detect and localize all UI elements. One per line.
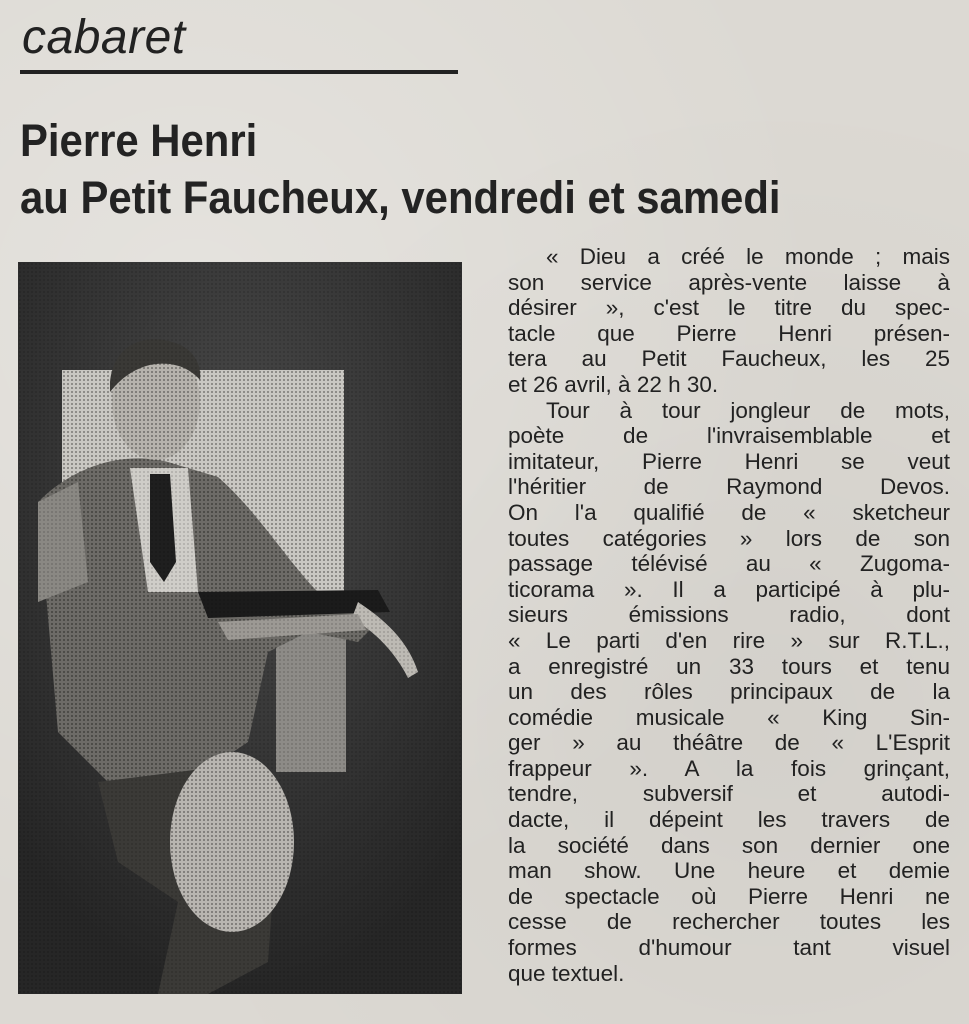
article-line: toutes catégories » lors de son — [508, 525, 950, 551]
article-line: l'héritier de Raymond Devos. — [508, 474, 950, 500]
section-rule — [20, 70, 458, 74]
article-line: comédie musicale « King Sin- — [508, 704, 950, 730]
article-line: Tour à tour jongleur de mots, — [546, 397, 950, 423]
article-line: frappeur ». A la fois grinçant, — [508, 755, 950, 781]
section-label: cabaret — [22, 11, 186, 64]
article-line: ticorama ». Il a participé à plu- — [508, 576, 950, 602]
article-line: dacte, il dépeint les travers de — [508, 807, 950, 833]
performer-photo — [18, 262, 462, 994]
article-line: passage télévisé au « Zugoma- — [508, 551, 950, 577]
headline — [20, 112, 894, 226]
article-line: cesse de rechercher toutes les — [508, 909, 950, 935]
article-line: tacle que Pierre Henri présen- — [508, 320, 950, 346]
article-line: que textuel. — [508, 960, 625, 986]
article-line: désirer », c'est le titre du spec- — [508, 295, 950, 321]
article-line: On l'a qualifié de « sketcheur — [508, 499, 950, 525]
article-line: man show. Une heure et demie — [508, 858, 950, 884]
article-line: imitateur, Pierre Henri se veut — [508, 448, 950, 474]
article-line: a enregistré un 33 tours et tenu — [508, 653, 950, 679]
article-line: un des rôles principaux de la — [508, 679, 950, 705]
article-line: son service après-vente laisse à — [508, 269, 950, 295]
article-line: ger » au théâtre de « L'Esprit — [508, 730, 950, 756]
article-line: de spectacle où Pierre Henri ne — [508, 883, 950, 909]
headline-line-1: Pierre Henri — [20, 115, 258, 166]
headline-line-2: au Petit Faucheux, vendredi et samedi — [20, 172, 781, 223]
article-line: sieurs émissions radio, dont — [508, 602, 950, 628]
article-line: formes d'humour tant visuel — [508, 935, 950, 961]
article-line: la société dans son dernier one — [508, 832, 950, 858]
article-line: et 26 avril, à 22 h 30. — [508, 371, 719, 397]
article-line: tera au Petit Faucheux, les 25 — [508, 346, 950, 372]
article-body — [508, 244, 950, 986]
article-line: poète de l'invraisemblable et — [508, 423, 950, 449]
article-line: « Le parti d'en rire » sur R.T.L., — [508, 627, 950, 653]
article-line: tendre, subversif et autodi- — [508, 781, 950, 807]
article-line: « Dieu a créé le monde ; mais — [546, 244, 950, 269]
